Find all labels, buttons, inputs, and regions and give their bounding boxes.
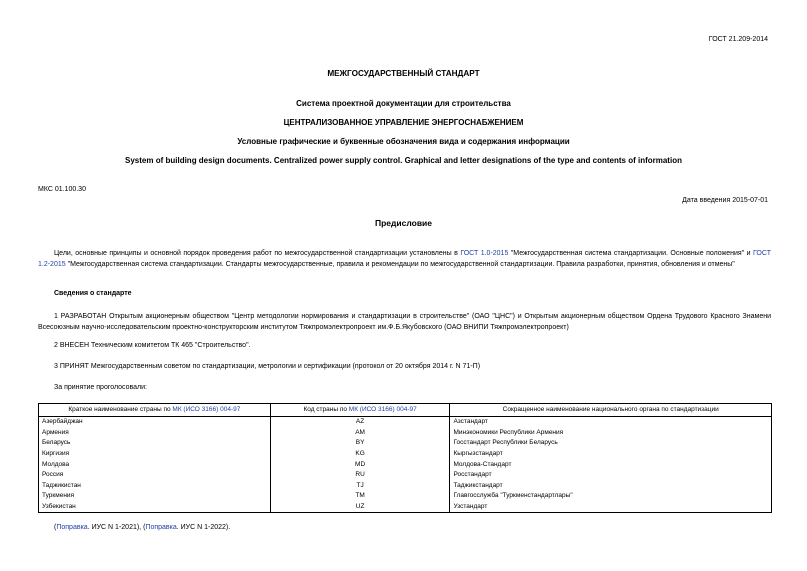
item-developed: 1 РАЗРАБОТАН Открытым акционерным обществом "Центр методологии нормирования и стандартизации в строительстве" (ОАО "ЦНС") и Открытым акционерным обществом Ордена Трудового Красного Знамени Всесоюзным научно-исследовательским проектно-конструкторским институтом Тяжпромэлектропроект им.Ф.Б.Якубовского (ОАО ВНИПИ Тяжпромэлектропроект) [38, 313, 771, 331]
mk-iso-link[interactable]: МК (ИСО 3166) 004-97 [172, 406, 241, 413]
code-cell: AM [270, 428, 450, 439]
country-cell: Узбекистан [39, 502, 271, 513]
country-cell: Киргизия [39, 449, 271, 460]
table-row [39, 417, 772, 428]
body-cell: Росстандарт [450, 470, 772, 481]
code-cell: TJ [270, 481, 450, 492]
english-title: System of building design documents. Centralized power supply control. Graphical and letter designations of the type and contents of information [125, 156, 682, 165]
item-submitted: 2 ВНЕСЕН Техническим комитетом ТК 465 "Строительство". [54, 342, 251, 349]
table-row [39, 449, 772, 460]
country-cell: Азербайджан [39, 417, 271, 428]
paragraph-text: "Межгосударственная система стандартизации. Основные положения" и [508, 250, 754, 257]
code-cell: RU [270, 470, 450, 481]
paragraph-text: Цели, основные принципы и основной порядок проведения работ по межгосударственной стандартизации установлены в [54, 250, 461, 257]
table-row [39, 481, 772, 492]
countries-table [38, 403, 772, 513]
gost-1-0-link[interactable]: ГОСТ 1.0-2015 [460, 250, 509, 257]
paragraph-text: "Межгосударственная система стандартизации. Стандарты межгосударственные, правила и рекомендации по межгосударственной стандартизации. Правила разработки, принятия, обновления и отмены" [65, 261, 735, 268]
header-country [39, 404, 271, 417]
intro-date: Дата введения 2015-07-01 [682, 197, 768, 204]
country-cell: Таджикистан [39, 481, 271, 492]
mks-code: МКС 01.100.30 [38, 186, 86, 193]
amendment-link[interactable]: Поправка [145, 524, 177, 531]
code-cell: BY [270, 438, 450, 449]
body-cell: Молдова-Стандарт [450, 459, 772, 470]
table-header-row [39, 404, 772, 417]
body-cell: Госстандарт Республики Беларусь [450, 438, 772, 449]
table-row [39, 470, 772, 481]
body-cell: Азстандарт [450, 417, 772, 428]
amendments-note [54, 524, 230, 531]
info-heading: Сведения о стандарте [54, 290, 132, 297]
country-cell: Беларусь [39, 438, 271, 449]
table-row [39, 428, 772, 439]
header-text: Краткое наименование страны по [68, 406, 173, 413]
body-cell: Главгосслужба "Туркменстандартлары" [450, 491, 772, 502]
table-row [39, 459, 772, 470]
code-cell: UZ [270, 502, 450, 513]
table-row [39, 491, 772, 502]
system-title: Система проектной документации для строительства [296, 99, 511, 108]
body-cell: Узстандарт [450, 502, 772, 513]
country-cell: Армения [39, 428, 271, 439]
country-cell: Россия [39, 470, 271, 481]
category-title: МЕЖГОСУДАРСТВЕННЫЙ СТАНДАРТ [327, 69, 480, 78]
amendment-text: . ИУС N 1-2021), ( [87, 524, 146, 531]
code-cell: AZ [270, 417, 450, 428]
table-row [39, 438, 772, 449]
code-cell: TM [270, 491, 450, 502]
gost-1-2-link[interactable]: ГОСТ 1.2-2015 [38, 250, 771, 268]
voted-label: За принятие проголосовали: [54, 384, 147, 391]
country-cell: Молдова [39, 459, 271, 470]
body-cell: Таджикстандарт [450, 481, 772, 492]
header-text: Код страны по [303, 406, 349, 413]
table-row [39, 502, 772, 513]
doc-code: ГОСТ 21.209-2014 [708, 36, 768, 43]
standard-subtitle: Условные графические и буквенные обозначения вида и содержания информации [237, 137, 570, 146]
body-cell: Минэкономики Республики Армения [450, 428, 772, 439]
amendment-text: ( [54, 524, 57, 531]
amendment-text: . ИУС N 1-2022). [176, 524, 231, 531]
code-cell: KG [270, 449, 450, 460]
amendment-link[interactable]: Поправка [56, 524, 88, 531]
header-code [270, 404, 450, 417]
header-body: Сокращенное наименование национального органа по стандартизации [450, 404, 772, 417]
foreword-heading: Предисловие [374, 218, 433, 228]
standard-name: ЦЕНТРАЛИЗОВАННОЕ УПРАВЛЕНИЕ ЭНЕРГОСНАБЖЕНИЕМ [283, 118, 524, 127]
code-cell: MD [270, 459, 450, 470]
country-cell: Туркмения [39, 491, 271, 502]
body-cell: Кыргызстандарт [450, 449, 772, 460]
item-adopted: 3 ПРИНЯТ Межгосударственным советом по стандартизации, метрологии и сертификации (протокол от 20 октября 2014 г. N 71-П) [54, 363, 481, 370]
mk-iso-link[interactable]: МК (ИСО 3166) 004-97 [348, 406, 417, 413]
foreword-paragraph [38, 248, 771, 270]
